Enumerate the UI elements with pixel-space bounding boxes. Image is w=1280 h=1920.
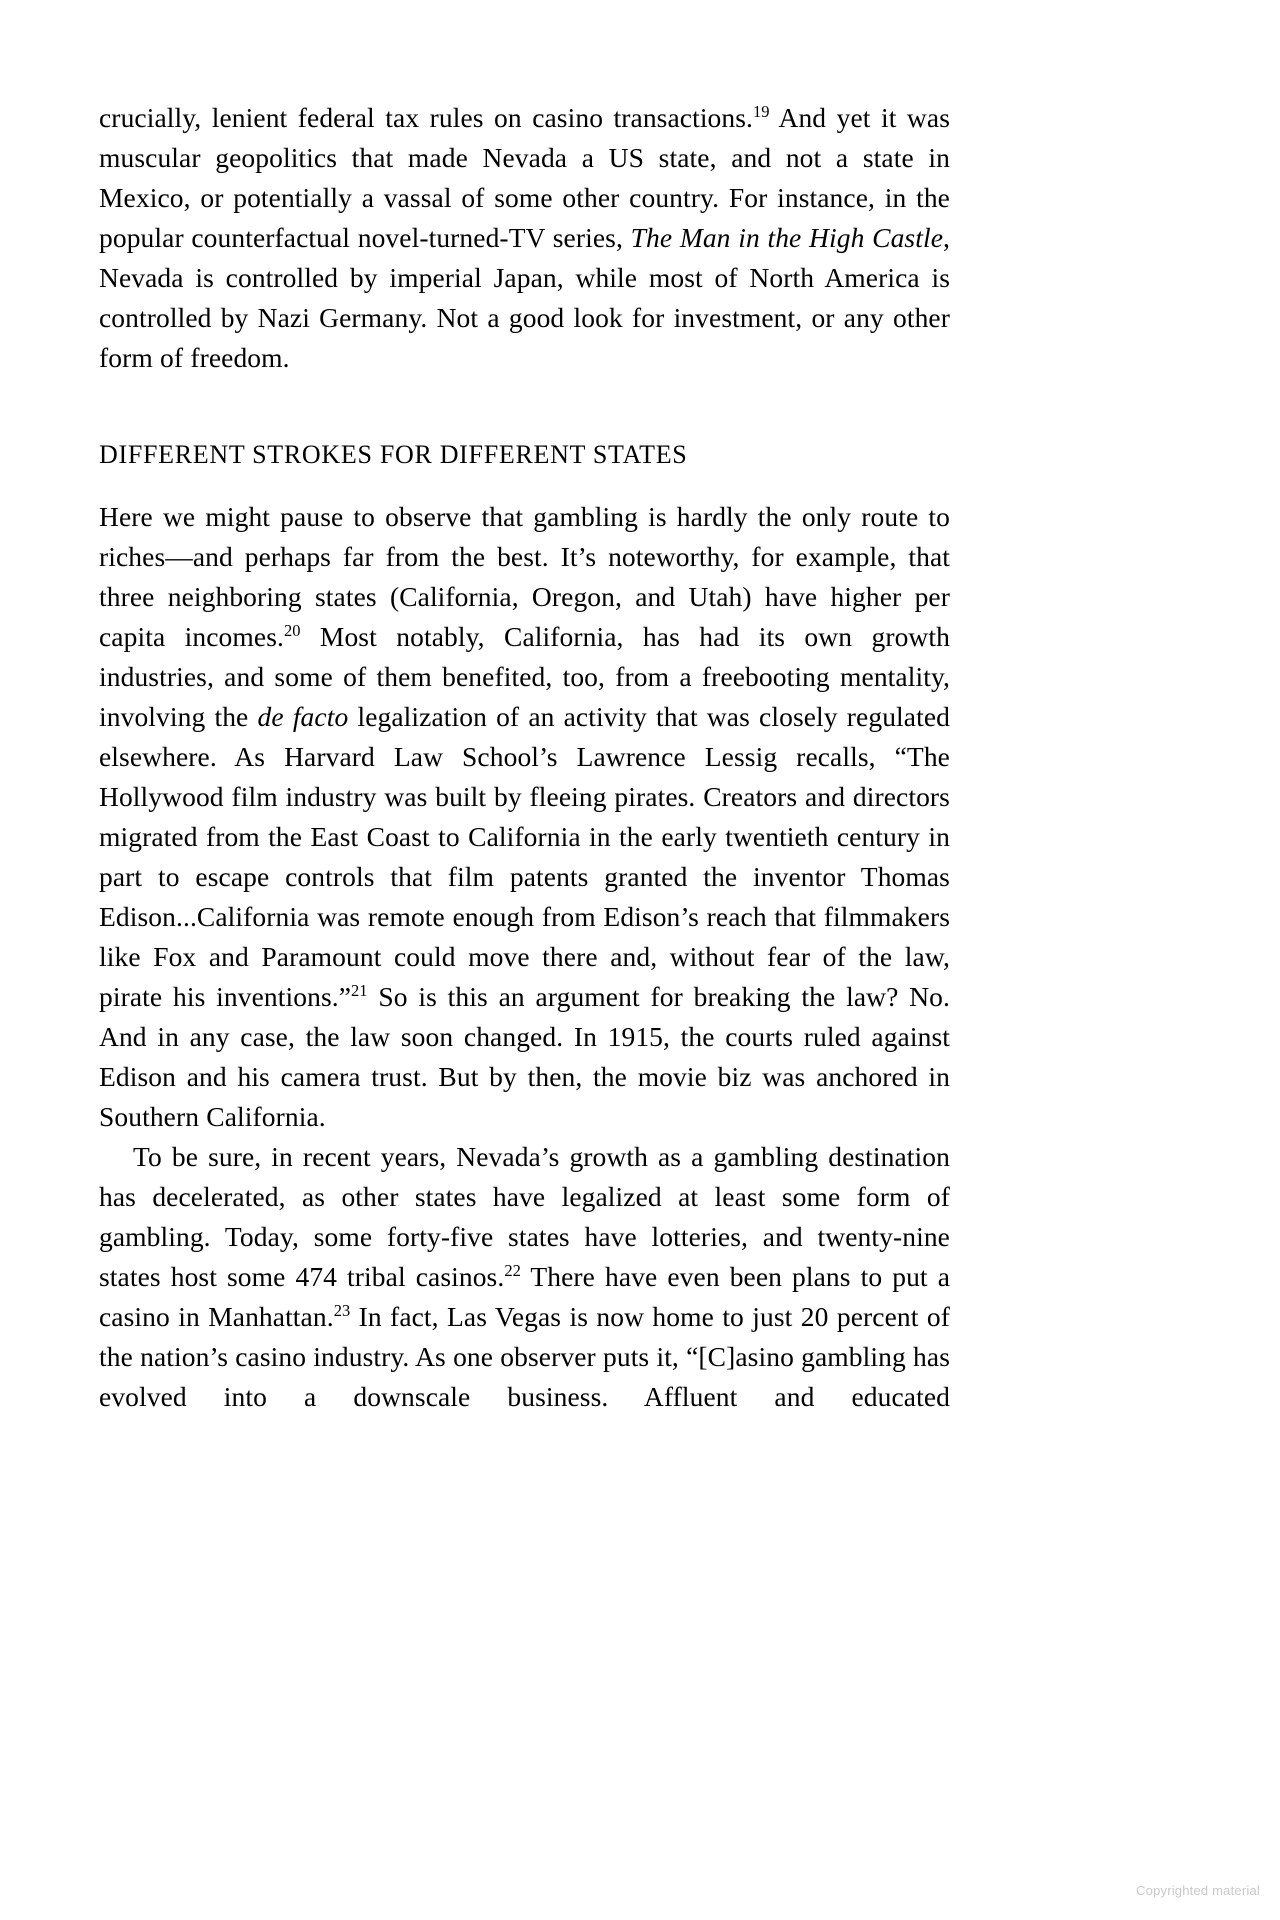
paragraph-2-text-part-3: legalization of an activity that was closely regulated elsewhere. As Harvard Law School’s Lawrence Lessig recalls, “The Hollywood film industry was built by fleeing pirates. Creators and directors migrated from the East Coast to California in the early twentieth century in part to escape controls that film patents granted the inventor Thomas Edison...California was remote enough from Edison’s reach that filmmakers like Fox and Paramount could move there and, without fear of the law, pirate his inventions.” — [99, 701, 950, 1012]
footnote-ref-22[interactable]: 22 — [504, 1260, 521, 1280]
footnote-ref-20[interactable]: 20 — [283, 620, 301, 640]
paragraph-2 — [99, 497, 950, 1137]
paragraph-2-text-part-1: Here we might pause to observe that gambling is hardly the only route to riches—and perhaps far from the best. It’s noteworthy, for example, that three neighboring states (California, Oregon, and Utah) have higher per capita incomes. — [99, 501, 950, 652]
book-title-man-in-the-high-castle: The Man in the High Castle — [630, 222, 944, 253]
paragraph-1-text-part-2: And yet it was muscular geopolitics that made Nevada a US state, and not a state in Mexico, or potentially a vassal of some other country. For instance, in the popular counterfactual novel-turned-TV series, — [99, 102, 950, 253]
spacer-before-heading — [99, 378, 950, 435]
paragraph-2-text-part-4: So is this an argument for breaking the law? No. And in any case, the law soon changed. In 1915, the courts ruled against Edison and his camera trust. But by then, the movie biz was anchored in Southern California. — [99, 981, 950, 1132]
page-text-column — [99, 98, 950, 1417]
footnote-ref-21[interactable]: 21 — [351, 980, 368, 1000]
footnote-ref-19[interactable]: 19 — [753, 101, 770, 121]
section-heading: DIFFERENT STROKES FOR DIFFERENT STATES — [99, 440, 688, 469]
paragraph-2-text-part-2: Most notably, California, has had its own growth industries, and some of them benefited, too, from a freebooting mentality, involving the — [99, 621, 950, 732]
paragraph-3-text-part-2: There have even been plans to put a casino in Manhattan. — [99, 1261, 951, 1332]
spacer-after-heading — [99, 475, 950, 497]
latin-phrase-de-facto: de facto — [257, 701, 349, 732]
paragraph-1-text-part-3: , Nevada is controlled by imperial Japan, while most of North America is controlled by Nazi Germany. Not a good look for investment, or any other form of freedom. — [99, 222, 950, 373]
paragraph-3 — [99, 1137, 950, 1417]
paragraph-3-text-part-3: In fact, Las Vegas is now home to just 20 percent of the nation’s casino industry. As one observer puts it, “[C]asino gambling has evolved into a downscale business. Affluent and educated — [99, 1301, 950, 1412]
copyright-notice: Copyrighted material — [1136, 1883, 1260, 1898]
footnote-ref-23[interactable]: 23 — [333, 1300, 351, 1320]
paragraph-3-text-part-1: To be sure, in recent years, Nevada’s growth as a gambling destination has decelerated, as other states have legalized at least some form of gambling. Today, some forty-five states have lotteries, and twenty-nine states host some 474 tribal casinos. — [99, 1141, 950, 1292]
paragraph-continuation — [99, 98, 950, 378]
paragraph-1-text-part-1: crucially, lenient federal tax rules on casino transactions. — [99, 102, 754, 133]
